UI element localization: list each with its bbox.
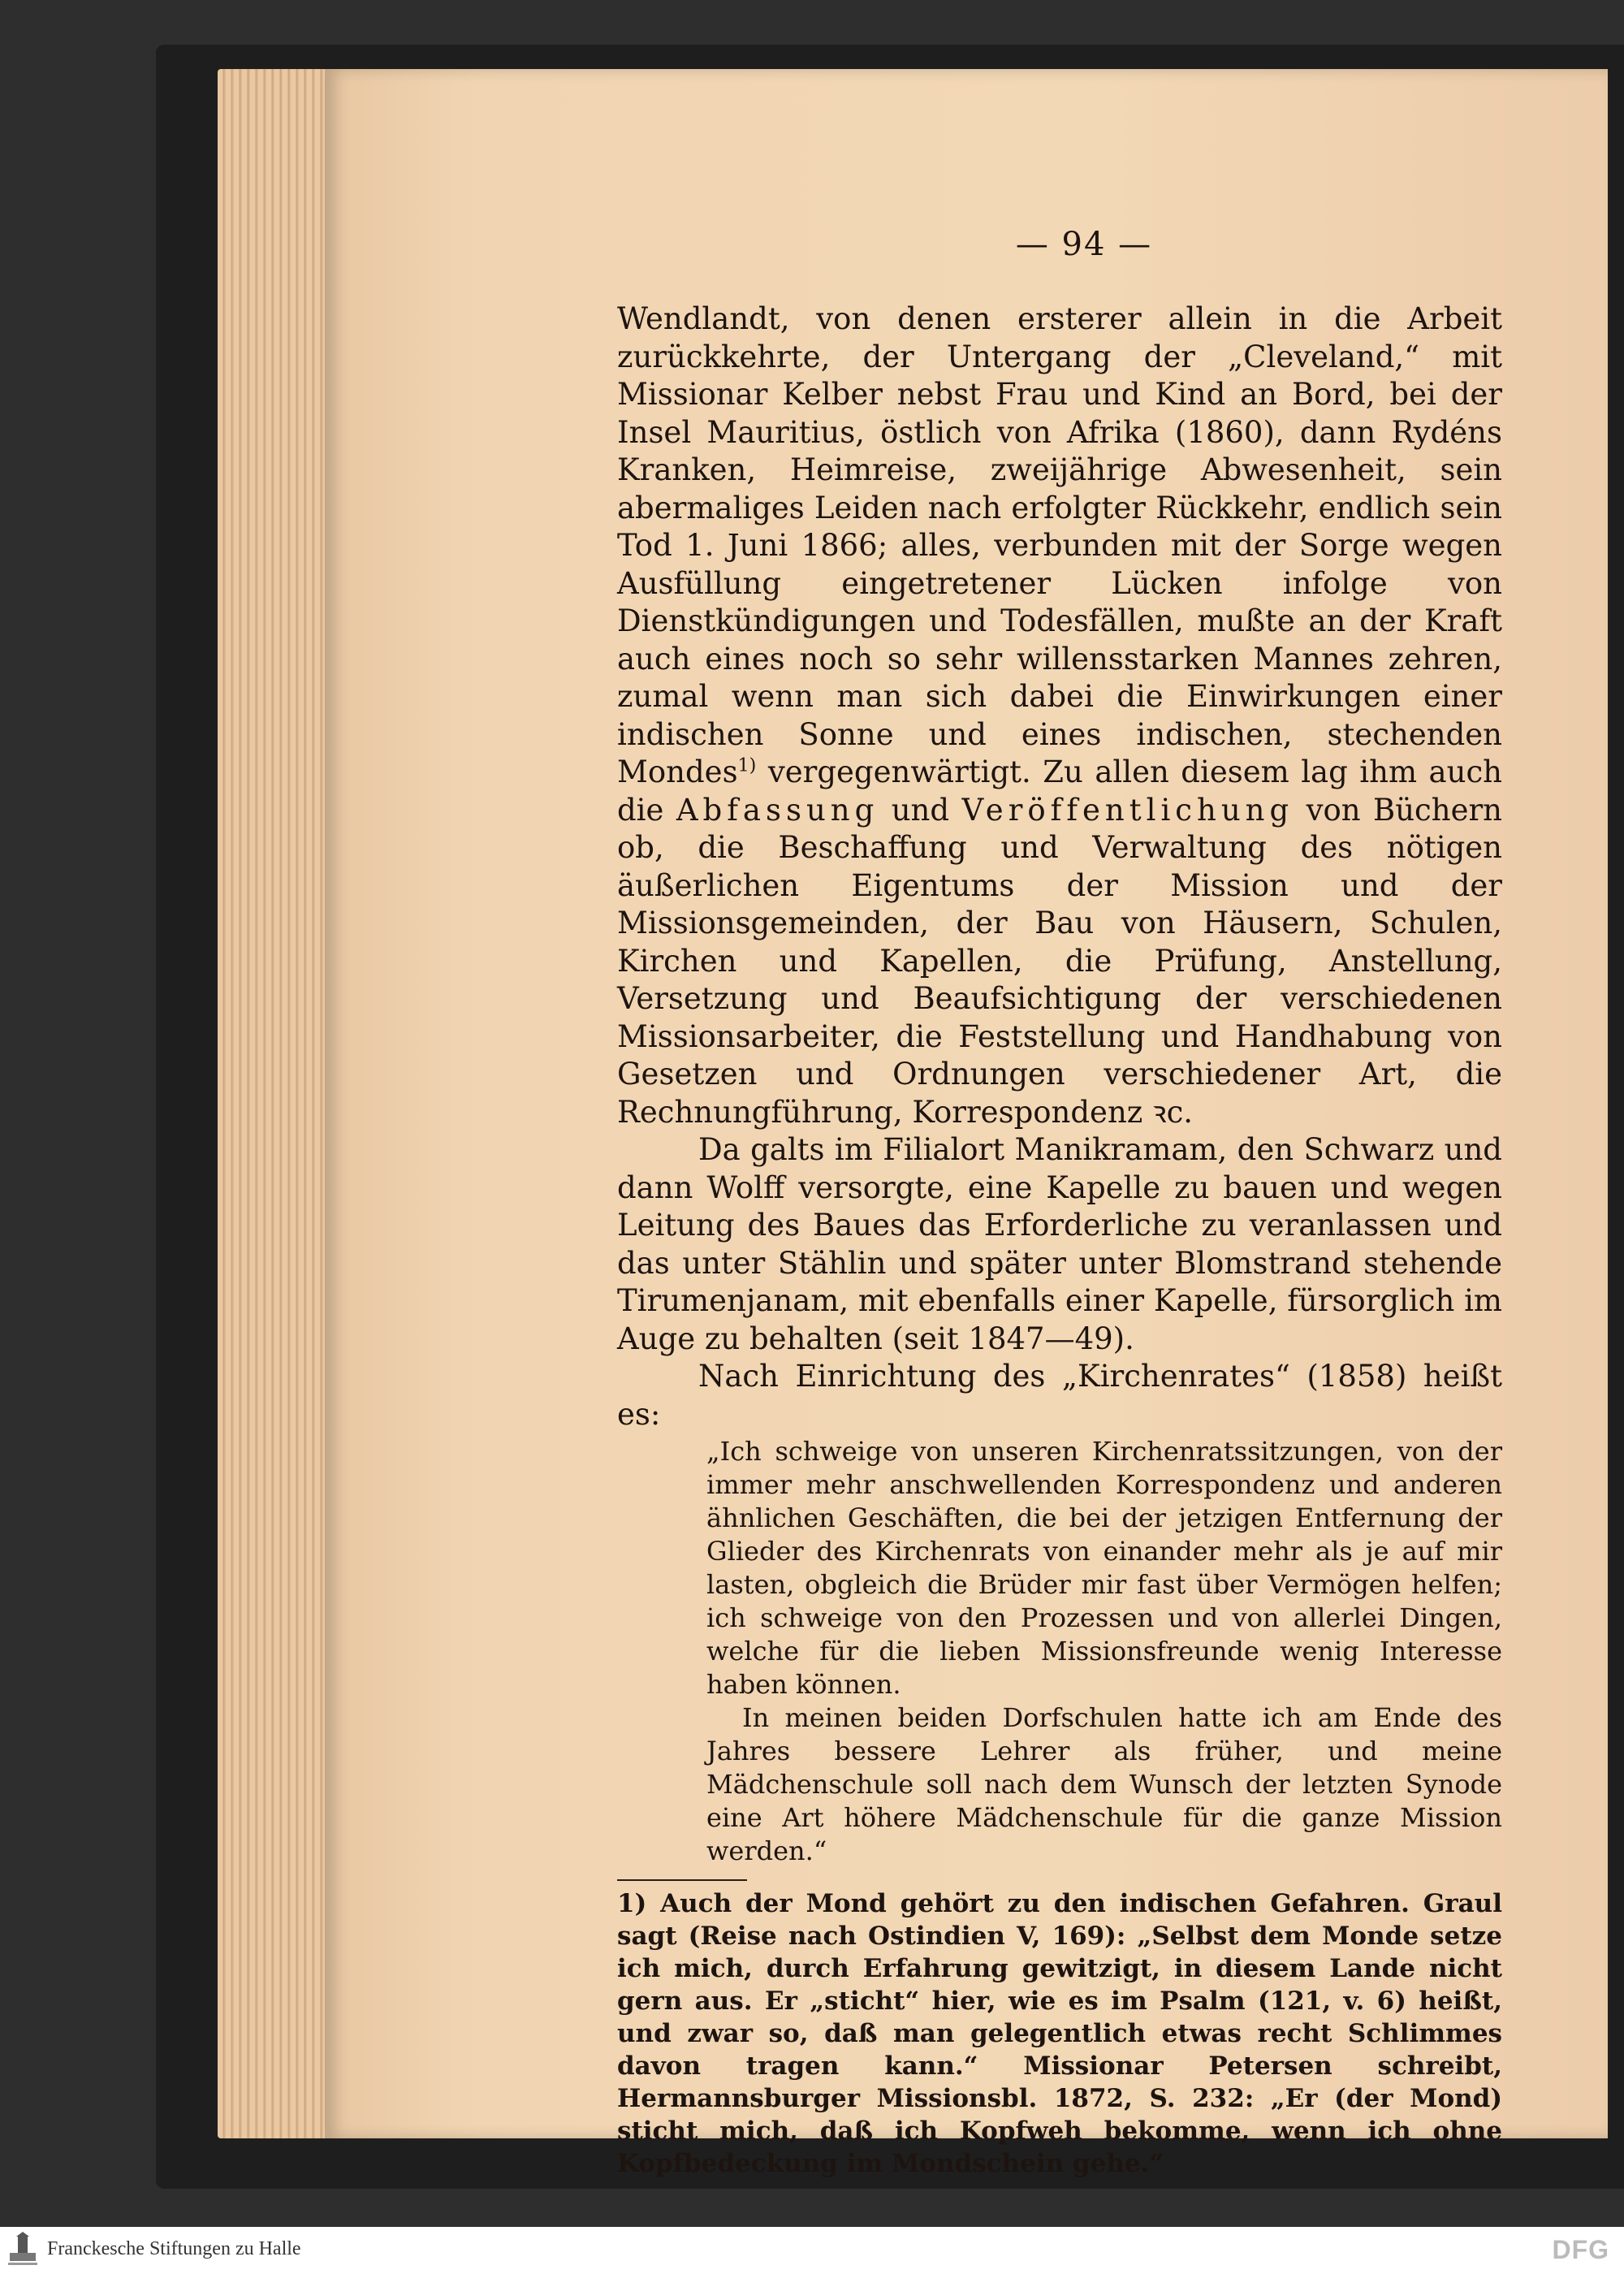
spaced-word-veroeffentlichung: Veröffentlichung [961, 792, 1294, 828]
paragraph-1-cont-c: von Büchern ob, die Beschaffung und Verwaltung des nötigen äußerlichen Eigentums der Mission und der Missionsgemeinden, der Bau von Häusern, Schulen, Kirchen und Kapellen, die Prüfung, Anstellung, Versetzung und Beaufsichtigung der verschiedenen Missionsarbeiter, die Feststellung und Handhabung von Gesetzen und Ordnungen verschiedener Art, die Rechnungführung, Korrespondenz ꝛc. [617, 792, 1502, 1130]
quote-paragraph-2: In meinen beiden Dorfschulen hatte ich am Ende des Jahres bessere Lehrer als früher, und meine Mädchenschule soll nach dem Wunsch der letzten Synode eine Art höhere Mädchenschule für die ganze Mission werden.“ [706, 1702, 1502, 1866]
paragraph-1-cont-b: und [879, 792, 962, 828]
page-text [617, 226, 1502, 2180]
paragraph-2: Da galts im Filialort Manikramam, den Schwarz und dann Wolff versorgte, eine Kapelle zu bauen und wegen Leitung des Baues das Erforderliche zu veranlassen und das unter Stählin und später unter Blomstrand stehende Tirumenjanam, mit ebenfalls einer Kapelle, fürsorglich im Auge zu behalten (seit 1847—49). [617, 1132, 1502, 1356]
page-number: — 94 — [1015, 226, 1153, 263]
footer-bar [0, 2227, 1624, 2274]
footnote-text: 1) Auch der Mond gehört zu den indischen Gefahren. Graul sagt (Reise nach Ostindien V, 169): „Selbst dem Monde setze ich mich, durch Erfahrung gewitzigt, in diesem Lande nicht gern aus. Er „sticht“ hier, wie es im Psalm (121, v. 6) heißt, und zwar so, daß man gelegentlich etwas recht Schlimmes davon tragen kann.“ Missionar Petersen schreibt, Hermannsburger Missionsbl. 1872, S. 232: „Er (der Mond) sticht mich, daß ich Kopfweh bekomme, wenn ich ohne Kopfbedeckung im Mondschein gehe.“ [617, 1889, 1502, 2178]
quote-paragraph-1: „Ich schweige von unseren Kirchenratssitzungen, von der immer mehr anschwellenden Korrespondenz und anderen ähnlichen Geschäften, die bei der jetzigen Entfernung der Glieder des Kirchenrats von einander mehr als je auf mir lasten, obgleich die Brüder mir fast über Vermögen helfen; ich schweige von den Prozessen und von allerlei Dingen, welche für die lieben Missionsfreunde wenig Interesse haben können. [706, 1436, 1502, 1700]
paragraph-1-text: Wendlandt, von denen ersterer allein in die Arbeit zurückkehrte, der Untergang der „Cleveland,“ mit Missionar Kelber nebst Frau und Kind an Bord, bei der Insel Mauritius, östlich von Afrika (1860), dann Rydéns Kranken, Heimreise, zweijährige Abwesenheit, sein abermaliges Leiden nach erfolgter Rückkehr, endlich sein Tod 1. Juni 1866; alles, verbunden mit der Sorge wegen Ausfüllung eingetretener Lücken infolge von Dienstkündigungen und Todesfällen, mußte an der Kraft auch eines noch so sehr willensstarken Mannes zehren, zumal wenn man sich dabei die Einwirkungen einer indischen Sonne und eines indischen, stechenden Mondes [617, 301, 1502, 789]
body-text [617, 300, 1502, 1433]
dfg-logo: DFG [1552, 2235, 1609, 2264]
paragraph-1 [617, 300, 1502, 1131]
page-edges [218, 69, 331, 2138]
footnote-rule [617, 1879, 747, 1881]
footnote [617, 1887, 1502, 2180]
spaced-word-abfassung: Abfassung [676, 792, 879, 828]
block-quote [706, 1435, 1502, 1868]
footnote-marker: 1) [737, 754, 757, 776]
franckesche-stiftungen-logo-icon [6, 2232, 39, 2268]
paragraph-3: Nach Einrichtung des „Kirchenrates“ (1858) heißt es: [617, 1359, 1502, 1432]
library-name: Franckesche Stiftungen zu Halle [47, 2238, 301, 2259]
paragraph-1-cont-a: vergegenwärtigt. Zu allen diesem lag ihm auch die [617, 754, 1502, 828]
